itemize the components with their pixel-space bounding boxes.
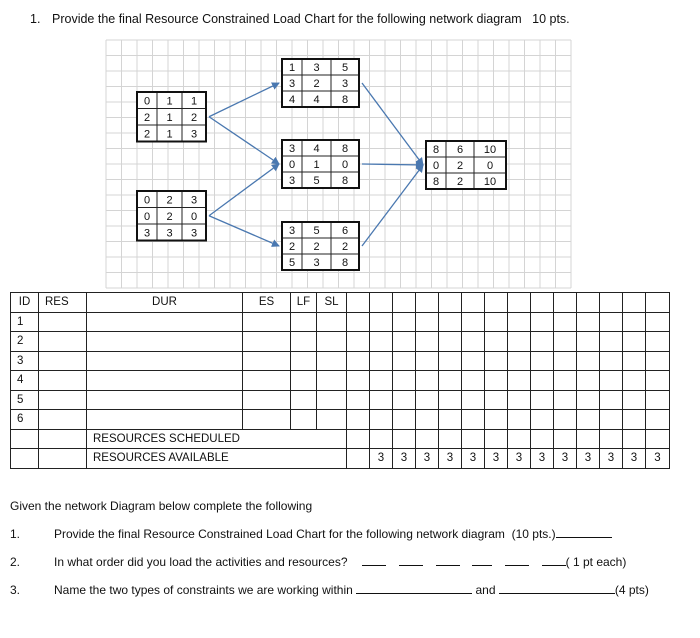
time-cell[interactable]: [462, 351, 485, 371]
time-cell[interactable]: [577, 390, 600, 410]
header-time-cell: [531, 293, 554, 313]
lf-cell[interactable]: [291, 332, 317, 352]
question-2-number: 2.: [10, 555, 21, 569]
time-cell[interactable]: [393, 312, 416, 332]
node-cell-value: 1: [166, 111, 173, 124]
time-cell[interactable]: [554, 390, 577, 410]
time-cell[interactable]: [508, 390, 531, 410]
header-time-cell: [623, 293, 646, 313]
sl-cell[interactable]: [317, 371, 347, 391]
time-cell[interactable]: [554, 351, 577, 371]
time-cell[interactable]: [508, 371, 531, 391]
resource-load-chart: [10, 292, 670, 469]
time-cell[interactable]: [393, 351, 416, 371]
row-id: 4: [11, 371, 39, 391]
node-cell-value: 1: [288, 62, 296, 74]
scheduled-time-cell[interactable]: [370, 429, 393, 449]
node-cell-value: 2: [166, 210, 173, 223]
available-value: 3: [485, 449, 508, 469]
time-cell[interactable]: [485, 351, 508, 371]
node-cell-value: 3: [288, 225, 296, 237]
time-cell[interactable]: [416, 312, 439, 332]
time-cell[interactable]: [600, 351, 623, 371]
node-cell-value: 5: [313, 225, 320, 237]
time-cell[interactable]: [577, 410, 600, 430]
time-cell[interactable]: [393, 332, 416, 352]
scheduled-time-cell[interactable]: [508, 429, 531, 449]
header-es: ES: [243, 293, 291, 313]
question-1-text: Provide the final Resource Constrained Load Chart for the following network diagram: [54, 527, 505, 541]
node-cell-value: 10: [483, 144, 497, 156]
node-cell-value: 0: [143, 95, 151, 108]
time-cell[interactable]: [347, 312, 370, 332]
res-cell[interactable]: [39, 351, 87, 371]
row-id: 1: [11, 312, 39, 332]
lf-cell[interactable]: [291, 312, 317, 332]
time-cell[interactable]: [623, 390, 646, 410]
header-lf: LF: [291, 293, 317, 313]
time-cell[interactable]: [623, 371, 646, 391]
available-value: 3: [577, 449, 600, 469]
node-cell-value: 2: [456, 176, 464, 188]
res-cell[interactable]: [39, 371, 87, 391]
network-node-2: [137, 191, 206, 241]
available-value: 3: [416, 449, 439, 469]
time-cell[interactable]: [554, 371, 577, 391]
dur-cell[interactable]: [87, 351, 243, 371]
time-cell[interactable]: [531, 312, 554, 332]
res-cell[interactable]: [39, 312, 87, 332]
scheduled-time-cell[interactable]: [600, 429, 623, 449]
time-cell[interactable]: [347, 371, 370, 391]
time-cell[interactable]: [577, 332, 600, 352]
node-cell-value: 0: [432, 160, 440, 172]
scheduled-time-cell[interactable]: [554, 429, 577, 449]
assignment-number: 1.: [30, 12, 41, 26]
time-cell[interactable]: [600, 371, 623, 391]
time-cell[interactable]: [508, 312, 531, 332]
time-cell[interactable]: [462, 332, 485, 352]
header-time-cell: [577, 293, 600, 313]
time-cell[interactable]: [462, 312, 485, 332]
header-time-cell: [439, 293, 462, 313]
res-cell[interactable]: [39, 410, 87, 430]
node-cell-value: 0: [190, 210, 198, 223]
node-cell-value: 1: [313, 159, 320, 171]
dur-cell[interactable]: [87, 371, 243, 391]
question-1-points: (10 pts.): [511, 527, 556, 541]
time-cell[interactable]: [646, 312, 670, 332]
row-id: 5: [11, 390, 39, 410]
node-cell-value: 1: [166, 128, 173, 141]
node-cell-value: 4: [288, 94, 296, 106]
sl-cell[interactable]: [317, 390, 347, 410]
sl-cell[interactable]: [317, 332, 347, 352]
blank-cell: [39, 429, 87, 449]
node-cell-value: 4: [313, 143, 320, 155]
es-cell[interactable]: [243, 312, 291, 332]
header-time-cell: [370, 293, 393, 313]
node-cell-value: 3: [190, 128, 198, 141]
node-cell-value: 2: [456, 160, 464, 172]
header-time-cell: [485, 293, 508, 313]
node-cell-value: 2: [313, 241, 320, 253]
time-cell[interactable]: [554, 312, 577, 332]
time-cell[interactable]: [462, 410, 485, 430]
time-cell[interactable]: [370, 390, 393, 410]
assignment-points: 10 pts.: [532, 12, 570, 26]
time-cell[interactable]: [531, 410, 554, 430]
node-cell-value: 5: [313, 175, 320, 187]
resources-scheduled-label: RESOURCES SCHEDULED: [87, 429, 347, 449]
time-cell[interactable]: [393, 410, 416, 430]
blank-cell: [11, 429, 39, 449]
node-cell-value: 0: [486, 160, 494, 172]
time-cell[interactable]: [393, 371, 416, 391]
time-cell[interactable]: [646, 390, 670, 410]
available-value: 3: [393, 449, 416, 469]
question-3-blank-2[interactable]: [499, 583, 615, 594]
row-id: 3: [11, 351, 39, 371]
time-cell[interactable]: [416, 371, 439, 391]
scheduled-time-cell[interactable]: [577, 429, 600, 449]
node-cell-value: 3: [313, 62, 320, 74]
question-2-blank-6[interactable]: [542, 555, 566, 566]
scheduled-time-cell[interactable]: [393, 429, 416, 449]
scheduled-time-cell[interactable]: [646, 429, 670, 449]
table-row: [11, 351, 670, 371]
header-time-cell: [347, 293, 370, 313]
node-cell-value: 0: [143, 210, 151, 223]
header-time-cell: [646, 293, 670, 313]
dur-cell[interactable]: [87, 390, 243, 410]
time-cell[interactable]: [600, 312, 623, 332]
question-1-answer-blank[interactable]: [556, 527, 612, 538]
question-2: [54, 555, 626, 569]
available-value: 3: [370, 449, 393, 469]
question-1: [54, 527, 612, 541]
blank-cell: [39, 449, 87, 469]
scheduled-time-cell[interactable]: [623, 429, 646, 449]
time-cell[interactable]: [347, 410, 370, 430]
time-cell[interactable]: [577, 312, 600, 332]
network-node-5: [282, 222, 359, 270]
node-cell-value: 2: [166, 194, 173, 207]
time-cell[interactable]: [439, 410, 462, 430]
time-cell[interactable]: [439, 371, 462, 391]
dur-cell[interactable]: [87, 312, 243, 332]
header-time-cell: [393, 293, 416, 313]
scheduled-time-cell[interactable]: [485, 429, 508, 449]
available-time-cell: [347, 449, 370, 469]
sl-cell[interactable]: [317, 410, 347, 430]
row-id: 2: [11, 332, 39, 352]
time-cell[interactable]: [531, 371, 554, 391]
time-cell[interactable]: [646, 410, 670, 430]
network-node-1: [137, 92, 206, 142]
question-2-blank-1[interactable]: [362, 555, 386, 566]
es-cell[interactable]: [243, 332, 291, 352]
question-3-points: (4 pts): [614, 583, 649, 597]
node-cell-value: 3: [288, 143, 296, 155]
available-value: 3: [462, 449, 485, 469]
table-row: [11, 410, 670, 430]
resources-scheduled-row: [11, 429, 670, 449]
time-cell[interactable]: [600, 410, 623, 430]
time-cell[interactable]: [416, 332, 439, 352]
node-cell-value: 3: [190, 227, 198, 240]
time-cell[interactable]: [439, 390, 462, 410]
time-cell[interactable]: [347, 390, 370, 410]
available-value: 3: [531, 449, 554, 469]
time-cell[interactable]: [508, 410, 531, 430]
node-cell-value: 6: [456, 144, 464, 156]
es-cell[interactable]: [243, 390, 291, 410]
header-dur: DUR: [87, 293, 243, 313]
time-cell[interactable]: [393, 390, 416, 410]
time-cell[interactable]: [485, 390, 508, 410]
es-cell[interactable]: [243, 371, 291, 391]
node-cell-value: 3: [288, 78, 296, 90]
node-cell-value: 2: [143, 128, 151, 141]
question-3-blank-1[interactable]: [356, 583, 472, 594]
available-value: 3: [600, 449, 623, 469]
node-cell-value: 10: [483, 176, 497, 188]
lf-cell[interactable]: [291, 410, 317, 430]
network-diagram: [0, 0, 700, 292]
time-cell[interactable]: [370, 410, 393, 430]
node-cell-value: 2: [190, 111, 198, 124]
node-cell-value: 2: [288, 241, 296, 253]
time-cell[interactable]: [600, 332, 623, 352]
time-cell[interactable]: [347, 351, 370, 371]
time-cell[interactable]: [508, 332, 531, 352]
node-cell-value: 6: [341, 225, 349, 237]
node-cell-value: 8: [341, 257, 349, 269]
available-value: 3: [554, 449, 577, 469]
time-cell[interactable]: [416, 351, 439, 371]
node-cell-value: 5: [288, 257, 296, 269]
time-cell[interactable]: [508, 351, 531, 371]
question-1-number: 1.: [10, 527, 21, 541]
sl-cell[interactable]: [317, 351, 347, 371]
table-row: [11, 371, 670, 391]
lf-cell[interactable]: [291, 351, 317, 371]
available-value: 3: [439, 449, 462, 469]
time-cell[interactable]: [462, 371, 485, 391]
scheduled-time-cell[interactable]: [347, 429, 370, 449]
time-cell[interactable]: [485, 332, 508, 352]
node-cell-value: 2: [143, 111, 151, 124]
header-time-cell: [554, 293, 577, 313]
table-row: [11, 390, 670, 410]
question-2-points: ( 1 pt each): [565, 555, 627, 569]
node-cell-value: 3: [143, 227, 151, 240]
time-cell[interactable]: [485, 371, 508, 391]
node-cell-value: 5: [341, 62, 349, 74]
row-id: 6: [11, 410, 39, 430]
header-res: RES: [39, 293, 87, 313]
res-cell[interactable]: [39, 332, 87, 352]
question-2-blank-4[interactable]: [472, 555, 492, 566]
node-cell-value: 3: [166, 227, 173, 240]
available-value: 3: [646, 449, 670, 469]
time-cell[interactable]: [554, 332, 577, 352]
res-cell[interactable]: [39, 390, 87, 410]
question-3: [54, 583, 649, 597]
time-cell[interactable]: [439, 351, 462, 371]
arrow-node-1-to-node-3: [209, 83, 279, 117]
time-cell[interactable]: [623, 410, 646, 430]
node-cell-value: 3: [190, 194, 198, 207]
node-cell-value: 8: [341, 175, 349, 187]
question-3-number: 3.: [10, 583, 21, 597]
node-cell-value: 0: [288, 159, 296, 171]
dur-cell[interactable]: [87, 410, 243, 430]
node-cell-value: 3: [288, 175, 296, 187]
time-cell[interactable]: [646, 332, 670, 352]
arrow-node-2-to-node-4: [209, 164, 279, 216]
time-cell[interactable]: [439, 312, 462, 332]
question-3-text: Name the two types of constraints we are working within: [54, 583, 353, 597]
dur-cell[interactable]: [87, 332, 243, 352]
questions-intro: Given the network Diagram below complete the following: [10, 499, 313, 513]
time-cell[interactable]: [416, 390, 439, 410]
arrow-node-5-to-node-6: [362, 165, 423, 246]
scheduled-time-cell[interactable]: [439, 429, 462, 449]
network-node-4: [282, 140, 359, 188]
time-cell[interactable]: [577, 351, 600, 371]
node-cell-value: 0: [341, 159, 349, 171]
network-node-3: [282, 59, 359, 107]
time-cell[interactable]: [646, 371, 670, 391]
node-cell-value: 1: [190, 95, 198, 108]
header-time-cell: [600, 293, 623, 313]
time-cell[interactable]: [416, 410, 439, 430]
chart-header-row: [11, 293, 670, 313]
time-cell[interactable]: [623, 351, 646, 371]
time-cell[interactable]: [370, 351, 393, 371]
question-2-blank-5[interactable]: [505, 555, 529, 566]
node-cell-value: 3: [341, 78, 349, 90]
arrow-node-3-to-node-6: [362, 83, 423, 165]
time-cell[interactable]: [623, 332, 646, 352]
resources-available-row: [11, 449, 670, 469]
node-cell-value: 8: [341, 94, 349, 106]
header-time-cell: [416, 293, 439, 313]
time-cell[interactable]: [646, 351, 670, 371]
question-2-blank-2[interactable]: [399, 555, 423, 566]
time-cell[interactable]: [485, 410, 508, 430]
assignment-text: Provide the final Resource Constrained Load Chart for the following network diagram: [52, 12, 522, 26]
time-cell[interactable]: [370, 371, 393, 391]
time-cell[interactable]: [623, 312, 646, 332]
node-cell-value: 8: [432, 176, 440, 188]
scheduled-time-cell[interactable]: [462, 429, 485, 449]
time-cell[interactable]: [462, 390, 485, 410]
question-2-text: In what order did you load the activities and resources?: [54, 555, 348, 569]
sl-cell[interactable]: [317, 312, 347, 332]
header-time-cell: [462, 293, 485, 313]
question-3-and: and: [475, 583, 496, 597]
time-cell[interactable]: [531, 390, 554, 410]
node-cell-value: 0: [143, 194, 151, 207]
scheduled-time-cell[interactable]: [531, 429, 554, 449]
time-cell[interactable]: [485, 312, 508, 332]
node-cell-value: 1: [166, 95, 173, 108]
arrow-node-1-to-node-4: [209, 117, 279, 164]
time-cell[interactable]: [531, 351, 554, 371]
time-cell[interactable]: [600, 390, 623, 410]
node-cell-value: 8: [432, 144, 440, 156]
time-cell[interactable]: [370, 332, 393, 352]
available-value: 3: [508, 449, 531, 469]
time-cell[interactable]: [577, 371, 600, 391]
header-id: ID: [11, 293, 39, 313]
node-cell-value: 2: [341, 241, 349, 253]
header-sl: SL: [317, 293, 347, 313]
lf-cell[interactable]: [291, 390, 317, 410]
table-row: [11, 312, 670, 332]
time-cell[interactable]: [347, 332, 370, 352]
available-value: 3: [623, 449, 646, 469]
es-cell[interactable]: [243, 351, 291, 371]
time-cell[interactable]: [439, 332, 462, 352]
node-cell-value: 3: [313, 257, 320, 269]
node-cell-value: 8: [341, 143, 349, 155]
table-row: [11, 332, 670, 352]
blank-cell: [11, 449, 39, 469]
es-cell[interactable]: [243, 410, 291, 430]
scheduled-time-cell[interactable]: [416, 429, 439, 449]
time-cell[interactable]: [554, 410, 577, 430]
question-2-blank-3[interactable]: [436, 555, 460, 566]
node-cell-value: 4: [313, 94, 320, 106]
time-cell[interactable]: [370, 312, 393, 332]
network-node-6: [426, 141, 506, 189]
time-cell[interactable]: [531, 332, 554, 352]
header-time-cell: [508, 293, 531, 313]
node-cell-value: 2: [313, 78, 320, 90]
lf-cell[interactable]: [291, 371, 317, 391]
resources-available-label: RESOURCES AVAILABLE: [87, 449, 347, 469]
